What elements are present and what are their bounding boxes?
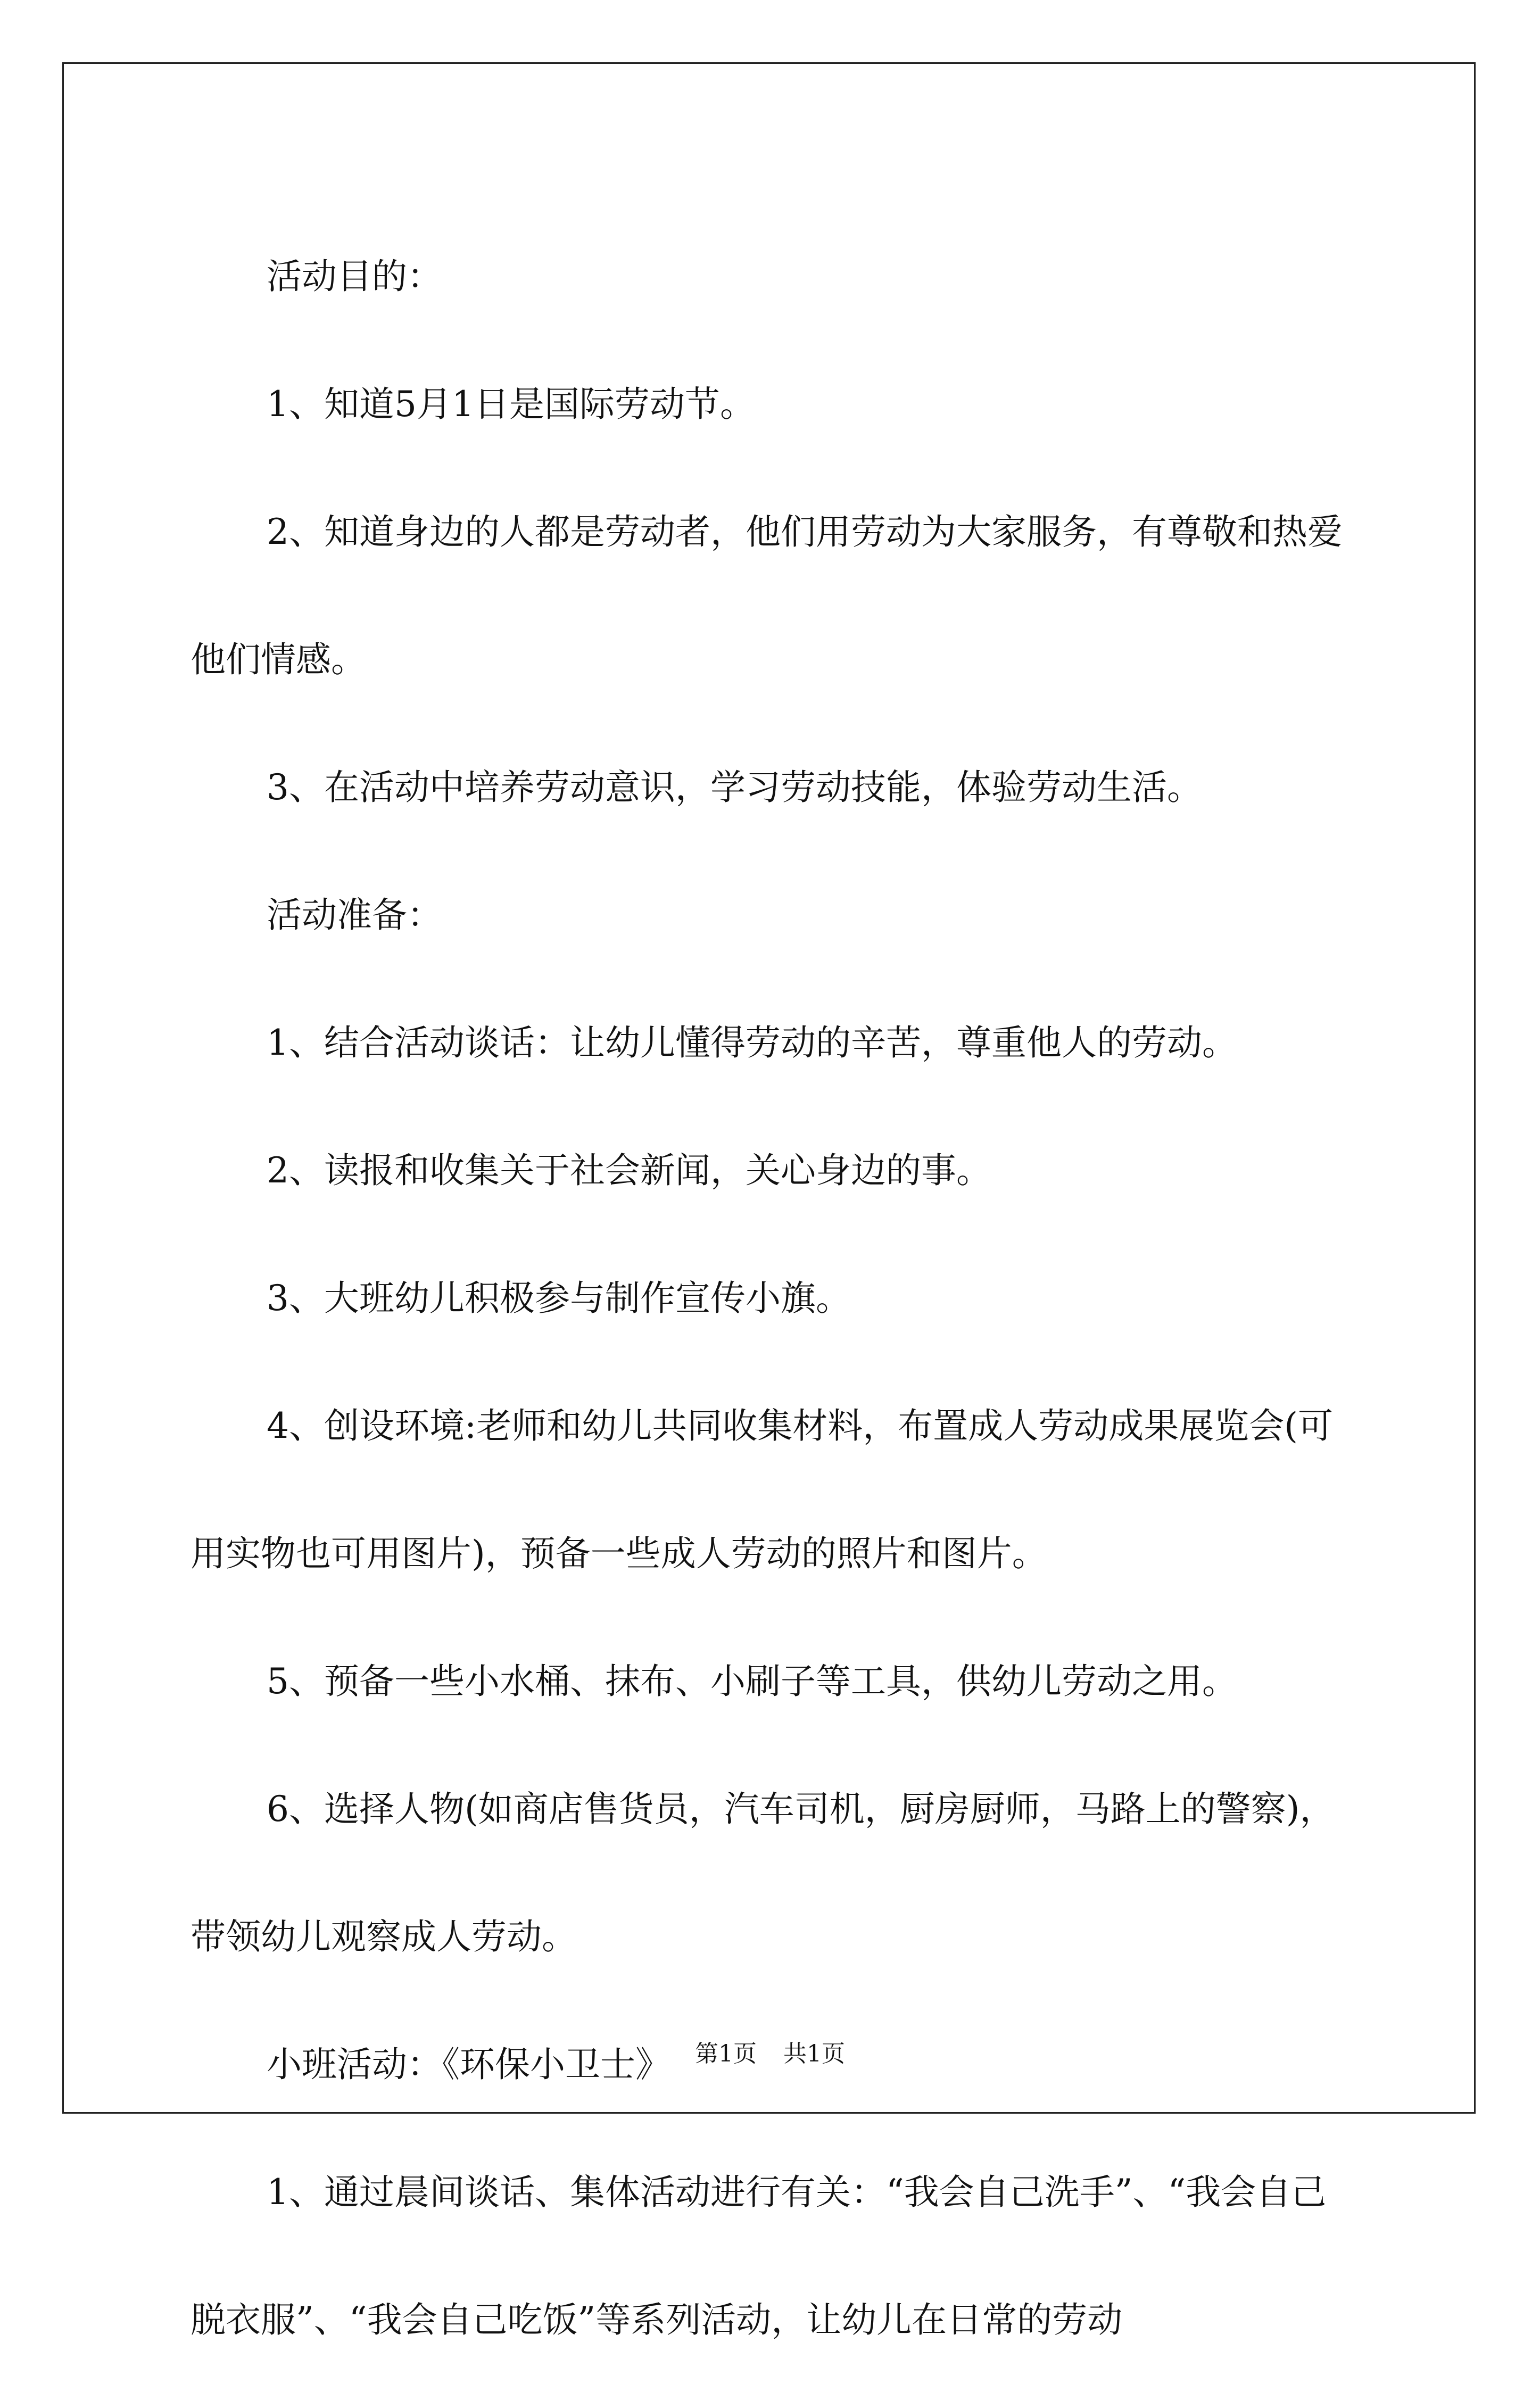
paragraph: 2、知道身边的人都是劳动者，他们用劳动为大家服务，有尊敬和热爱他们情感。: [191, 511, 1343, 680]
section-heading-activity: 小班活动：《环保小卫士》: [267, 2044, 670, 2085]
paragraph: 6、选择人物(如商店售货员，汽车司机，厨房厨师，马路上的警察)，带领幼儿观察成人劳动。: [191, 1789, 1335, 1957]
page-number: 第1页: [695, 2040, 757, 2067]
paragraph: 2、读报和收集关于社会新闻，关心身边的事。: [267, 1150, 991, 1191]
section-heading-goals: 活动目的：: [267, 256, 442, 297]
paragraph: 5、预备一些小水桶、抹布、小刷子等工具，供幼儿劳动之用。: [267, 1661, 1237, 1702]
page-total: 共1页: [783, 2040, 845, 2067]
paragraph: 1、通过晨间谈话、集体活动进行有关：“我会自己洗手”、“我会自己脱衣服”、“我会自己吃饭”等系列活动，让幼儿在日常的劳动: [191, 2172, 1327, 2340]
paragraph: 4、创设环境:老师和幼儿共同收集材料，布置成人劳动成果展览会(可用实物也可用图片)，预备一些成人劳动的照片和图片。: [191, 1405, 1333, 1574]
paragraph: 3、大班幼儿积极参与制作宣传小旗。: [267, 1278, 851, 1319]
paragraph: 1、知道5月1日是国际劳动节。: [267, 384, 755, 425]
page-footer: [0, 2038, 1540, 2070]
section-heading-preparation: 活动准备：: [267, 895, 442, 936]
paragraph: 3、在活动中培养劳动意识，学习劳动技能，体验劳动生活。: [267, 767, 1202, 808]
paragraph: 1、结合活动谈话：让幼儿懂得劳动的辛苦，尊重他人的劳动。: [267, 1022, 1237, 1063]
